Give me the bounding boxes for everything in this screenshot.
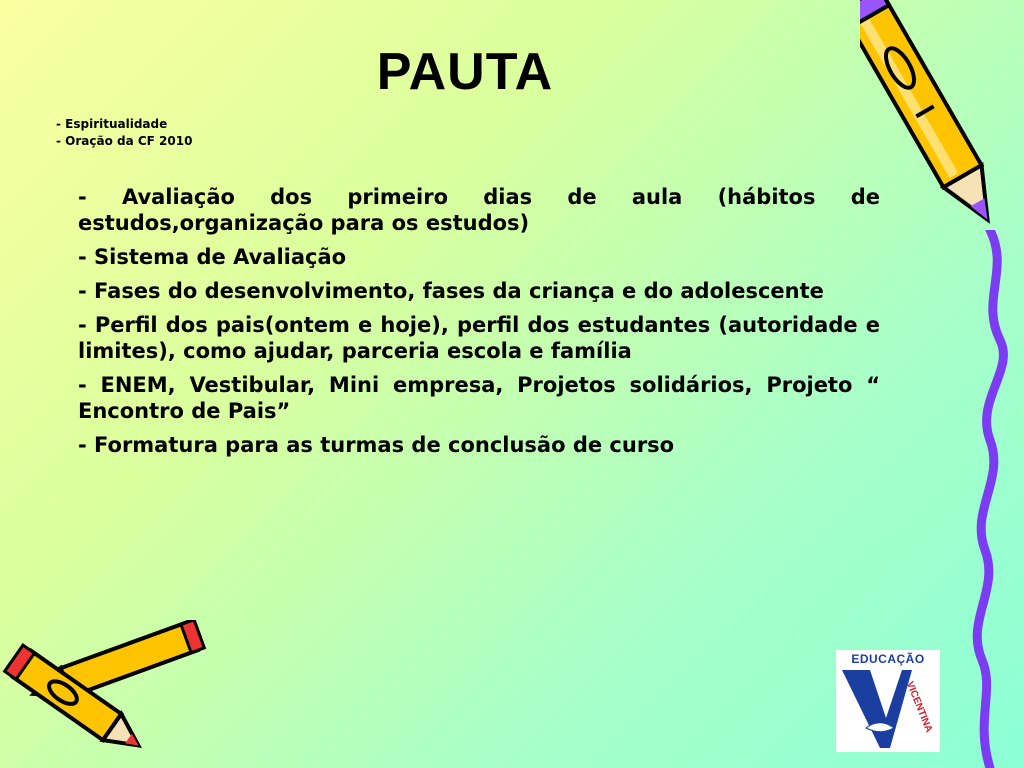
squiggle-line (960, 230, 1024, 768)
page-title: PAUTA (376, 43, 554, 101)
sub-item: - Oração da CF 2010 (56, 134, 193, 148)
list-item: - ENEM, Vestibular, Mini empresa, Projetos solidários, Projeto “ Encontro de Pais” (78, 373, 880, 423)
logo-v-icon (836, 650, 940, 752)
list-item: - Sistema de Avaliação (78, 245, 347, 269)
agenda-list (78, 184, 880, 466)
logo-top-text: EDUCAÇÃO (851, 652, 925, 666)
sub-items (56, 116, 192, 150)
list-item: - Fases do desenvolvimento, fases da criança e do adolescente (78, 279, 824, 303)
sub-item: - Espiritualidade (56, 117, 168, 131)
logo-side-text: VICENTINA (903, 680, 935, 735)
list-item: - Perfil dos pais(ontem e hoje), perfil dos estudantes (autoridade e limites), como ajudar, parceria escola e família (78, 313, 880, 363)
list-item: - Formatura para as turmas de conclusão de curso (78, 433, 675, 457)
list-item: - Avaliação dos primeiro dias de aula (hábitos de estudos,organização para os estudos) (78, 185, 880, 235)
pencil-icon (0, 630, 160, 768)
pencil-icon (860, 0, 1010, 245)
educacao-vicentina-logo (836, 650, 940, 752)
